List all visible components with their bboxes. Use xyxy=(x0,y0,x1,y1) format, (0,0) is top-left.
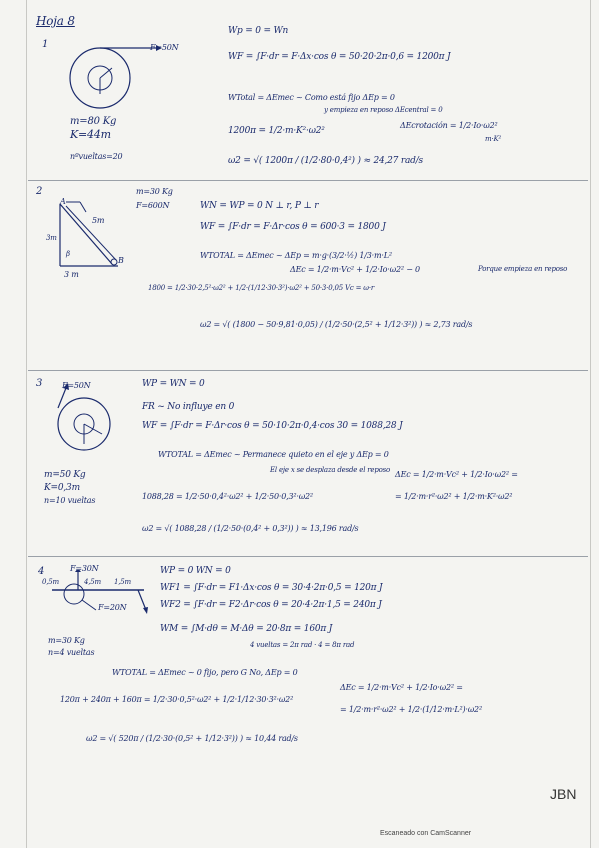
author-signature: JBN xyxy=(550,786,577,802)
problem-1-line-1: Wp = 0 = Wn xyxy=(228,26,289,36)
problem-4-line-7: 120π + 240π + 160π = 1/2·30·0,5²·ω2² + 1/2·1/12·30·3²·ω2² xyxy=(60,695,294,704)
problem-1-number: 1 xyxy=(42,39,49,50)
problem-4-line-1: WP = 0 WN = 0 xyxy=(160,566,231,576)
problem-1-mass: m=80 Kg xyxy=(70,116,117,127)
problem-4-line-8: ω2 = √( 520π / (1/2·30·(0,5² + 1/12·3²)) ) ≈ 10,44 rad/s xyxy=(86,734,298,743)
scanner-watermark: Escaneado con CamScanner xyxy=(380,830,472,837)
problem-4-line-6: ΔEc = 1/2·m·Vc² + 1/2·Io·ω2² = xyxy=(340,683,463,692)
problem-2-line-5: ω2 = √( (1800 − 50·9,81·0,05) / (1/2·50·(2,5² + 1/12·3²)) ) ≈ 2,73 rad/s xyxy=(200,320,473,329)
divider-1 xyxy=(28,180,588,181)
problem-3-line-6: ω2 = √( 1088,28 / (1/2·50·(0,4² + 0,3²)) ) ≈ 13,196 rad/s xyxy=(142,524,359,533)
problem-2-mass: m=30 Kg xyxy=(136,187,173,196)
problem-1-diagram xyxy=(64,40,164,118)
problem-3-line-5: 1088,28 = 1/2·50·0,4²·ω2² + 1/2·50·0,3²·ω2² xyxy=(142,492,313,501)
problem-4-mass: m=30 Kg xyxy=(48,636,85,645)
problem-1-radius: K=44m xyxy=(70,128,111,141)
problem-4-diagram xyxy=(48,570,158,622)
problem-4-force-1: F=30N xyxy=(70,564,99,573)
problem-2-line-3c: Porque empieza en reposo xyxy=(478,265,568,273)
problem-3-line-4c: ΔEc = 1/2·m·Vc² + 1/2·Io·ω2² = xyxy=(395,470,518,479)
problem-4-turns: n=4 vueltas xyxy=(48,648,95,657)
problem-3-line-1: WP = WN = 0 xyxy=(142,379,205,389)
divider-3 xyxy=(28,556,588,557)
problem-2-label-b: B xyxy=(118,256,124,265)
problem-1-line-3: WTotal = ΔEmec ~ Como está fijo ΔEp = 0 xyxy=(228,93,395,102)
problem-2-label-base: 3 m xyxy=(64,270,79,279)
problem-4-label-0-5m: 0,5m xyxy=(42,578,59,586)
problem-3-mass: m=50 Kg xyxy=(44,470,86,480)
problem-3-line-3: WF = ∫F·dr = F·Δr·cos θ = 50·10·2π·0,4·cos 30 = 1088,28 J xyxy=(142,421,403,431)
page-title: Hoja 8 xyxy=(36,14,75,28)
page-margin-left xyxy=(26,0,27,848)
problem-4-line-4b: 4 vueltas = 2π rad · 4 = 8π rad xyxy=(250,641,355,649)
problem-3-line-4: WTOTAL = ΔEmec ~ Permanece quieto en el eje y ΔEp = 0 xyxy=(158,450,389,459)
problem-4-line-7b: = 1/2·m·r²·ω2² + 1/2·(1/12·m·L²)·ω2² xyxy=(340,705,482,714)
problem-4-label-1-5m: 1,5m xyxy=(114,578,131,586)
divider-2 xyxy=(28,370,588,371)
page-margin-right xyxy=(590,0,591,848)
problem-2-line-2: WF = ∫F·dr = F·Δr·cos θ = 600·3 = 1800 J xyxy=(200,222,386,232)
problem-4-force-2: F=20N xyxy=(98,603,127,612)
problem-3-force: F=50N xyxy=(62,381,91,390)
problem-4-line-5: WTOTAL = ΔEmec ~ 0 fijo, pero G No, ΔEp = 0 xyxy=(112,668,298,677)
problem-4-line-2: WF1 = ∫F·dr = F1·Δx·cos θ = 30·4·2π·0,5 = 120π J xyxy=(160,583,383,593)
problem-2-line-4: 1800 = 1/2·30·2,5²·ω2² + 1/2·(1/12·30·3²)·ω2² + 50·3·0,05 Vc = ω·r xyxy=(148,284,374,292)
problem-2-label-a: A xyxy=(60,197,66,206)
problem-1-line-4: ΔEcrotación = 1/2·Io·ω2² xyxy=(400,121,498,130)
problem-1-line-6: ω2 = √( 1200π / (1/2·80·0,4²) ) ≈ 24,27 rad/s xyxy=(228,156,423,166)
problem-1-line-5: 1200π = 1/2·m·K²·ω2² xyxy=(228,126,325,136)
problem-2-label-3m: 3m xyxy=(46,234,57,242)
problem-2-number: 2 xyxy=(36,186,43,197)
problem-1-line-3b: y empieza en reposo ΔEcentral = 0 xyxy=(324,106,443,114)
problem-2-line-1: WN = WP = 0 N ⊥ r, P ⊥ r xyxy=(200,201,319,211)
problem-2-label-5m: 5m xyxy=(92,216,105,225)
problem-3-diagram xyxy=(42,382,132,458)
problem-2-force: F=600N xyxy=(136,201,170,210)
problem-4-label-4-5m: 4,5m xyxy=(84,578,101,586)
problem-4-line-3: WF2 = ∫F·dr = F2·Δr·cos θ = 20·4·2π·1,5 = 240π J xyxy=(160,600,382,610)
problem-1-turns: nºvueltas=20 xyxy=(70,152,123,161)
problem-3-line-4b: El eje x se desplaza desde el reposo xyxy=(270,466,391,474)
problem-1-line-4b: m·K² xyxy=(485,135,502,143)
problem-1-force: F=50N xyxy=(150,43,179,52)
problem-3-line-2: FR ~ No influye en 0 xyxy=(142,402,235,412)
problem-4-line-4: WM = ∫M·dθ = M·Δθ = 20·8π = 160π J xyxy=(160,624,333,634)
problem-2-label-beta: β xyxy=(66,250,70,258)
problem-3-line-4d: = 1/2·m·r²·ω2² + 1/2·m·K²·ω2² xyxy=(395,492,513,501)
problem-3-number: 3 xyxy=(36,378,43,389)
problem-2-line-3: WTOTAL = ΔEmec ~ ΔEp = m·g·(3/2·½) 1/3·m·L² xyxy=(200,251,392,260)
problem-3-radius: K=0,3m xyxy=(44,483,80,493)
problem-2-line-3b: ΔEc = 1/2·m·Vc² + 1/2·Io·ω2² − 0 xyxy=(290,265,420,274)
problem-3-turns: n=10 vueltas xyxy=(44,496,96,505)
problem-1-line-2: WF = ∫F·dr = F·Δx·cos θ = 50·20·2π·0,6 = 1200π J xyxy=(228,52,451,62)
problem-4-number: 4 xyxy=(38,566,45,577)
